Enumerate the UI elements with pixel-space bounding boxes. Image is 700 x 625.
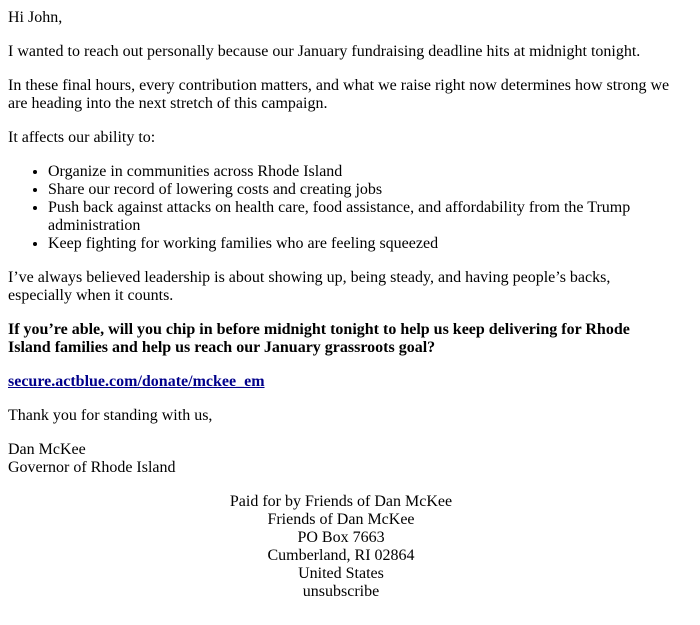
signature-title: Governor of Rhode Island <box>8 459 176 476</box>
belief-paragraph: I’ve always believed leadership is about showing up, being steady, and having people’s backs, especially when it counts. <box>8 269 611 304</box>
signature-name: Dan McKee <box>8 441 86 458</box>
ability-list <box>8 163 672 253</box>
footer-city: Cumberland, RI 02864 <box>267 547 415 564</box>
ability-paragraph: It affects our ability to: <box>8 129 156 146</box>
list-item: • Share our record of lowering costs and creating jobs <box>48 181 672 199</box>
thanks-line: Thank you for standing with us, <box>8 407 213 424</box>
list-item: • Push back against attacks on health care, food assistance, and affordability from the Trump administration <box>48 199 672 235</box>
footer-org: Friends of Dan McKee <box>267 511 415 528</box>
donate-link-wrapper <box>8 373 672 391</box>
intro-paragraph: I wanted to reach out personally because our January fundraising deadline hits at midnight tonight. <box>8 43 641 60</box>
donate-link[interactable]: secure.actblue.com/donate/mckee_em <box>8 373 265 390</box>
footer-po-box: PO Box 7663 <box>297 529 385 546</box>
unsubscribe-wrapper <box>0 583 682 601</box>
deadline-paragraph: In these final hours, every contribution matters, and what we raise right now determines how strong we are heading into the next stretch of this campaign. <box>8 77 670 112</box>
paid-for-disclaimer: Paid for by Friends of Dan McKee <box>229 493 453 510</box>
greeting: Hi John, <box>8 9 63 26</box>
email-footer <box>0 493 682 601</box>
list-item: • Keep fighting for working families who are feeling squeezed <box>48 235 672 253</box>
unsubscribe-link[interactable]: unsubscribe <box>302 583 380 600</box>
call-to-action: If you’re able, will you chip in before midnight tonight to help us keep delivering for Rhode Island families and help us reach our January grassroots goal? <box>8 321 630 356</box>
signature-block <box>8 441 672 477</box>
list-item: • Organize in communities across Rhode Island <box>48 163 672 181</box>
footer-country: United States <box>298 565 384 582</box>
